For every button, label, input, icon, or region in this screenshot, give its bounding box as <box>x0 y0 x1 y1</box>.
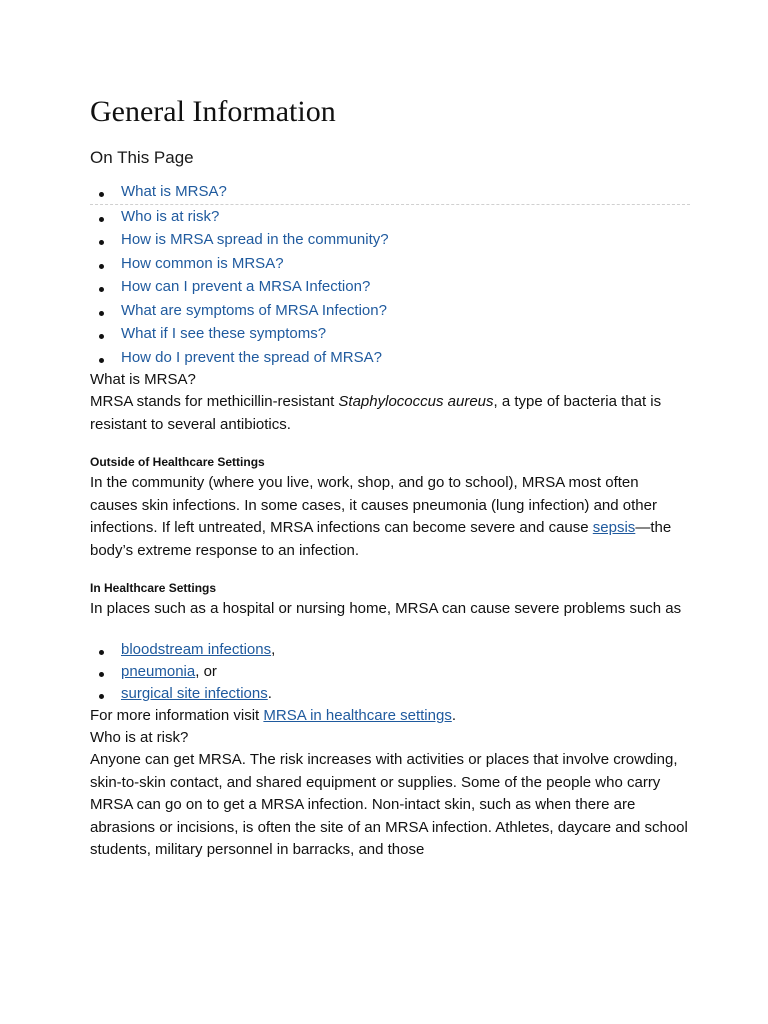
toc-link-spread-community[interactable]: How is MRSA spread in the community? <box>121 231 389 248</box>
list-item-suffix: , or <box>195 662 217 680</box>
toc-link-prevent-infection[interactable]: How can I prevent a MRSA Infection? <box>121 278 371 295</box>
outside-text-before: In the community (where you live, work, shop, and go to school), MRSA most often causes skin infections. In some cases, it causes pneumonia (lung infection) and other infections. If left untreated, MRSA infections can become severe and cause <box>90 474 657 536</box>
more-info-text: For more information visit <box>90 706 264 724</box>
sepsis-link[interactable]: sepsis <box>592 519 636 536</box>
document-content <box>90 92 690 862</box>
who-is-at-risk-paragraph: Anyone can get MRSA. The risk increases with activities or places that involve crowding, skin-to-skin contact, and shared equipment or supplies. Some of the people who carry MRSA can go on to get a MRSA infection. Non-intact skin, such as when there are abrasions or incisions, is often the site of an MRSA infection. Athletes, daycare and school students, military personnel in barracks, and those <box>90 751 688 858</box>
toc-link-prevent-spread[interactable]: How do I prevent the spread of MRSA? <box>121 348 382 366</box>
toc-list <box>90 180 690 369</box>
on-this-page-heading: On This Page <box>90 148 194 167</box>
in-healthcare-paragraph: In places such as a hospital or nursing home, MRSA can cause severe problems such as <box>90 600 682 617</box>
toc-item <box>90 322 690 346</box>
toc-link-how-common[interactable]: How common is MRSA? <box>121 254 284 272</box>
what-is-mrsa-heading: What is MRSA? <box>90 371 196 388</box>
outside-text-after: —the body’s extreme response to an infection. <box>90 519 672 559</box>
toc-item <box>90 180 690 205</box>
toc-link-symptoms[interactable]: What are symptoms of MRSA Infection? <box>121 301 387 319</box>
in-healthcare-heading: In Healthcare Settings <box>90 581 217 595</box>
outside-healthcare-heading: Outside of Healthcare Settings <box>90 455 265 469</box>
what-is-mrsa-paragraph <box>90 391 690 436</box>
bacteria-name: Staphylococcus aureus <box>338 393 494 410</box>
list-item <box>90 661 690 683</box>
pneumonia-link[interactable]: pneumonia <box>121 662 196 680</box>
toc-item <box>90 228 690 252</box>
what-is-text-after: , a type of bacteria that is resistant to several antibiotics. <box>90 393 662 433</box>
toc-link-who-is-at-risk[interactable]: Who is at risk? <box>121 207 220 225</box>
toc-item <box>90 346 690 370</box>
bloodstream-infections-link[interactable]: bloodstream infections <box>121 640 272 658</box>
outside-healthcare-paragraph <box>90 472 690 562</box>
toc-item <box>90 299 690 323</box>
healthcare-problems-list <box>90 639 690 705</box>
who-is-at-risk-heading: Who is at risk? <box>90 729 189 746</box>
page-title: General Information <box>90 95 336 128</box>
what-is-text-before: MRSA stands for methicillin-resistant <box>90 393 339 410</box>
surgical-site-infections-link[interactable]: surgical site infections <box>121 684 268 702</box>
toc-link-what-is-mrsa[interactable]: What is MRSA? <box>121 183 227 200</box>
list-item <box>90 683 690 705</box>
mrsa-healthcare-settings-link[interactable]: MRSA in healthcare settings <box>263 706 452 724</box>
toc-item <box>90 275 690 299</box>
more-info-paragraph <box>90 705 690 728</box>
list-item <box>90 639 690 661</box>
list-item-suffix: , <box>271 640 276 658</box>
toc-item <box>90 205 690 229</box>
toc-item <box>90 252 690 276</box>
toc-link-see-symptoms[interactable]: What if I see these symptoms? <box>121 325 327 342</box>
list-item-suffix: . <box>267 684 272 702</box>
more-info-suffix: . <box>451 706 456 724</box>
